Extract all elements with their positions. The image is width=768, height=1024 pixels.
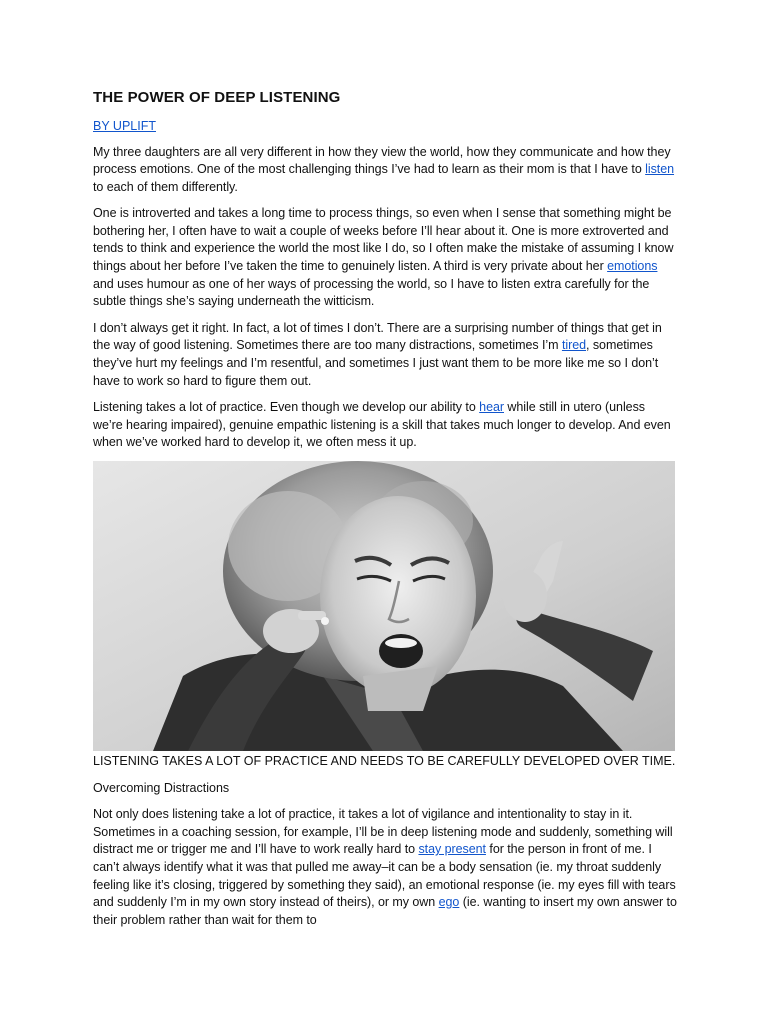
stay-present-link[interactable]: stay present xyxy=(418,842,486,857)
paragraph-3-text-b: , sometimes they’ve hurt my feelings and I’m resentful, and sometimes I just want them to be more like me so I don’t have to work so hard to figure them out. xyxy=(93,338,659,388)
article-title: THE POWER OF DEEP LISTENING xyxy=(93,89,341,106)
paragraph-1-text-b: to each of them differently. xyxy=(93,179,238,194)
ego-link[interactable]: ego xyxy=(438,895,460,910)
listen-link[interactable]: listen xyxy=(645,162,675,177)
paragraph-1 xyxy=(93,144,677,197)
paragraph-2-text-b: and uses humour as one of her ways of processing the world, so I have to listen extra carefully for the subtle things she’s saying underneath the witticism. xyxy=(93,276,650,309)
emotions-link[interactable]: emotions xyxy=(607,259,658,274)
paragraph-3 xyxy=(93,320,677,390)
paragraph-5-text-c: (ie. wanting to insert my own answer to their problem rather than wait for them to xyxy=(93,895,677,927)
byline-link[interactable]: BY UPLIFT xyxy=(93,119,156,133)
tired-link[interactable]: tired xyxy=(561,338,587,353)
section-heading: Overcoming Distractions xyxy=(93,780,230,795)
paragraph-4 xyxy=(93,399,677,452)
woman-covering-ears-photo xyxy=(93,461,675,751)
paragraph-3-text-a: I don’t always get it right. In fact, a lot of times I don’t. There are a surprising number of things that get in the way of good listening. Sometimes there are too many distractions, sometimes I’m xyxy=(93,320,662,353)
paragraph-2 xyxy=(93,205,677,311)
hear-link[interactable]: hear xyxy=(479,400,504,415)
paragraph-2-text-a: One is introverted and takes a long time to process things, so even when I sense that something might be bothering her, I often have to wait a couple of weeks before I’ll hear about it. One is more extroverted and tends to think and experience the world the most like I do, so I often make the mistake of assuming I know things about her before I’ve taken the time to genuinely listen. A third is very private about her xyxy=(93,206,674,274)
paragraph-5 xyxy=(93,806,677,929)
paragraph-1-text-a: My three daughters are all very different in how they view the world, how they communicate and how they process emotions. One of the most challenging things I’ve had to learn as their mom is that I have to xyxy=(93,144,671,177)
paragraph-5-text-a: Not only does listening take a lot of practice, it takes a lot of vigilance and intentionality to stay in it. Sometimes in a coaching session, for example, I’ll be in deep listening mode and suddenly, something will distract me or trigger me and I’ll have to work really hard to xyxy=(93,807,673,857)
image-caption: LISTENING TAKES A LOT OF PRACTICE AND NEEDS TO BE CAREFULLY DEVELOPED OVER TIME. xyxy=(93,754,676,768)
paragraph-5-text-b: for the person in front of me. I can’t always identify what it was that pulled me away–it can be a body sensation (ie. my throat suddenly feeling like it’s closing, triggered by something they said), an emotional response (ie. my eyes fill with tears and suddenly I’m in my own story instead of theirs), or my own xyxy=(93,842,676,910)
article xyxy=(93,88,677,938)
paragraph-4-text-a: Listening takes a lot of practice. Even though we develop our ability to xyxy=(93,400,480,415)
paragraph-4-text-b: while still in utero (unless we’re hearing impaired), genuine empathic listening is a skill that takes much longer to develop. And even when we’ve worked hard to develop it, we often mess it up. xyxy=(93,400,671,450)
byline xyxy=(93,118,677,136)
